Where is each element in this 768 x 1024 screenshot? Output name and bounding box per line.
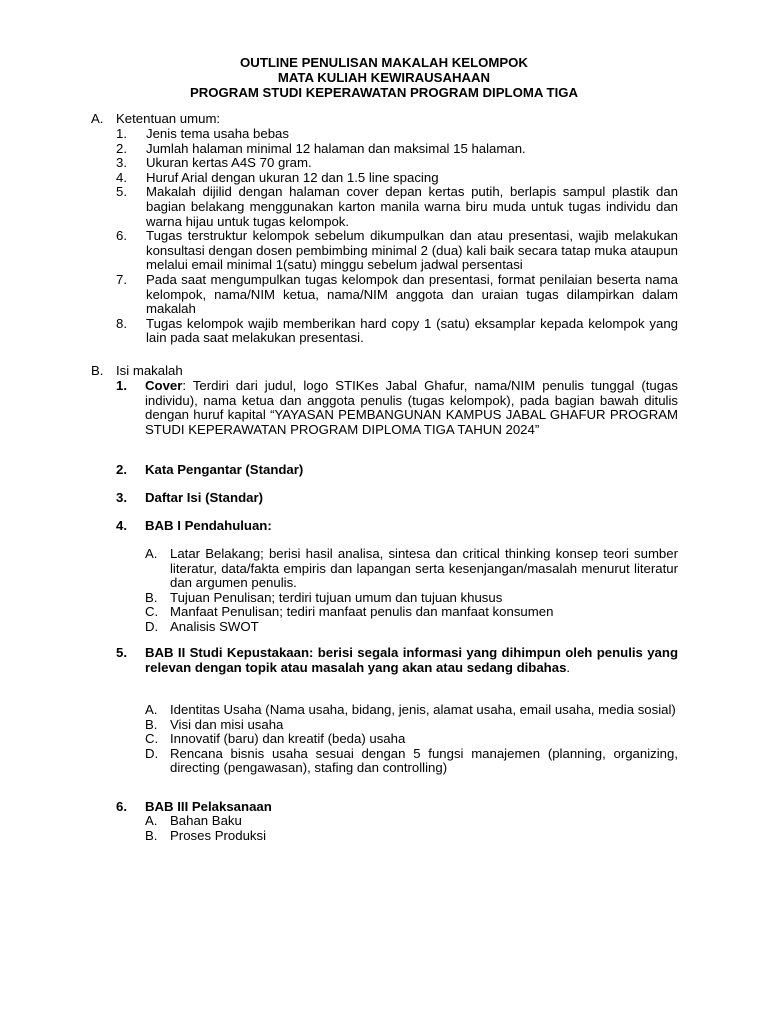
section-b-marker: B. (91, 363, 104, 378)
list-item: 5. Makalah dijilid dengan halaman cover depan kertas putih, berlapis sampul plastik dan bagian belakang menggunakan karton manila warna biru muda untuk tugas individu dan warna hijau untuk tugas kelompok. (116, 184, 678, 229)
title-line-2: MATA KULIAH KEWIRAUSAHAAN (277, 70, 491, 85)
list-item: B. Proses Produksi (145, 827, 267, 843)
title-line-1: OUTLINE PENULISAN MAKALAH KELOMPOK (240, 55, 528, 70)
item-chapter-2: 5. BAB II Studi Kepustakaan: berisi segala informasi yang dihimpun oleh penulis yang relevan dengan topik atau masalah yang akan atau sedang dibahas. (116, 645, 678, 675)
section-a-title: Ketentuan umum: (116, 111, 221, 126)
list-item: B. Tujuan Penulisan; terdiri tujuan umum dan tujuan khusus (145, 589, 503, 605)
document-title (0, 56, 768, 101)
list-item: 4. Huruf Arial dengan ukuran 12 dan 1.5 line spacing (116, 169, 439, 185)
chapter-1-subitems (145, 547, 678, 635)
title-line-3: PROGRAM STUDI KEPERAWATAN PROGRAM DIPLOMA TIGA (189, 85, 579, 100)
list-item: 1. Jenis tema usaha bebas (116, 126, 289, 141)
section-b-title: Isi makalah (116, 363, 183, 378)
list-item: B. Visi dan misi usaha (145, 716, 284, 732)
list-item: A. Latar Belakang; berisi hasil analisa, sintesa dan critical thinking konsep teori sumber literatur, data/fakta empiris dan lapangan serta kesenjangan/masalah menurut literatur dan argumen penulis. (145, 546, 678, 591)
list-item: 3. Ukuran kertas A4S 70 gram. (116, 155, 312, 171)
section-b-heading (91, 364, 678, 379)
list-item: C. Innovatif (baru) dan kreatif (beda) usaha (145, 731, 406, 747)
item-table-of-contents: 3. Daftar Isi (Standar) (116, 490, 263, 505)
chapter-3-subitems (145, 814, 678, 843)
item-cover: 1. Cover: Terdiri dari judul, logo STIKes Jabal Ghafur, nama/NIM penulis tunggal (tugas individu), nama ketua dan anggota penulis (tugas kelompok), pada bagian bawah ditulis dengan huruf kapital “YAYASAN PEMBANGUNAN KAMPUS JABAL GHAFUR PROGRAM STUDI KEPERAWATAN PROGRAM DIPLOMA TIGA TAHUN 2024” (116, 378, 678, 437)
section-general-rules (91, 112, 678, 346)
cover-label: Cover (145, 378, 183, 393)
section-a-heading (91, 112, 678, 127)
list-item: 8. Tugas kelompok wajib memberikan hard copy 1 (satu) eksamplar kepada kelompok yang lain pada saat melakukan presentasi. (116, 315, 678, 346)
list-item: 7. Pada saat mengumpulkan tugas kelompok dan presentasi, format penilaian beserta nama kelompok, nama/NIM ketua, nama/NIM anggota dan uraian tugas dilampirkan dalam makalah (116, 271, 678, 317)
list-item: A. Identitas Usaha (Nama usaha, bidang, jenis, alamat usaha, email usaha, media sosial) (145, 702, 676, 717)
item-chapter-3: 6. BAB III Pelaksanaan (116, 799, 272, 814)
item-chapter-1: 4. BAB I Pendahuluan: (116, 518, 272, 533)
cover-description: : Terdiri dari judul, logo STIKes Jabal Ghafur, nama/NIM penulis tunggal (tugas individu), nama ketua dan anggota penulis (tugas kelompok), pada bagian bawah ditulis dengan huruf kapital “YAYASAN PEMBANGUNAN KAMPUS JABAL GHAFUR PROGRAM STUDI KEPERAWATAN PROGRAM DIPLOMA TIGA TAHUN 2024” (145, 378, 678, 437)
section-paper-content (91, 364, 678, 844)
list-item: D. Analisis SWOT (145, 618, 259, 634)
list-item: 6. Tugas terstruktur kelompok sebelum dikumpulkan dan atau presentasi, wajib melakukan konsultasi dengan dosen pembimbing minimal 2 (dua) kali baik secara tatap muka ataupun melalui email minimal 1(satu) minggu sebelum jadwal persentasi (116, 228, 678, 273)
list-item: 2. Jumlah halaman minimal 12 halaman dan maksimal 15 halaman. (116, 140, 526, 156)
list-item: C. Manfaat Penulisan; tediri manfaat penulis dan manfaat konsumen (145, 604, 554, 620)
list-item: D. Rencana bisnis usaha sesuai dengan 5 fungsi manajemen (planning, organizing, directing (pengawasan), stafing dan controlling) (145, 745, 678, 776)
chapter-2-subitems (145, 703, 678, 776)
section-a-marker: A. (91, 111, 104, 126)
list-item: A. Bahan Baku (145, 813, 242, 828)
item-foreword: 2. Kata Pengantar (Standar) (116, 462, 304, 477)
